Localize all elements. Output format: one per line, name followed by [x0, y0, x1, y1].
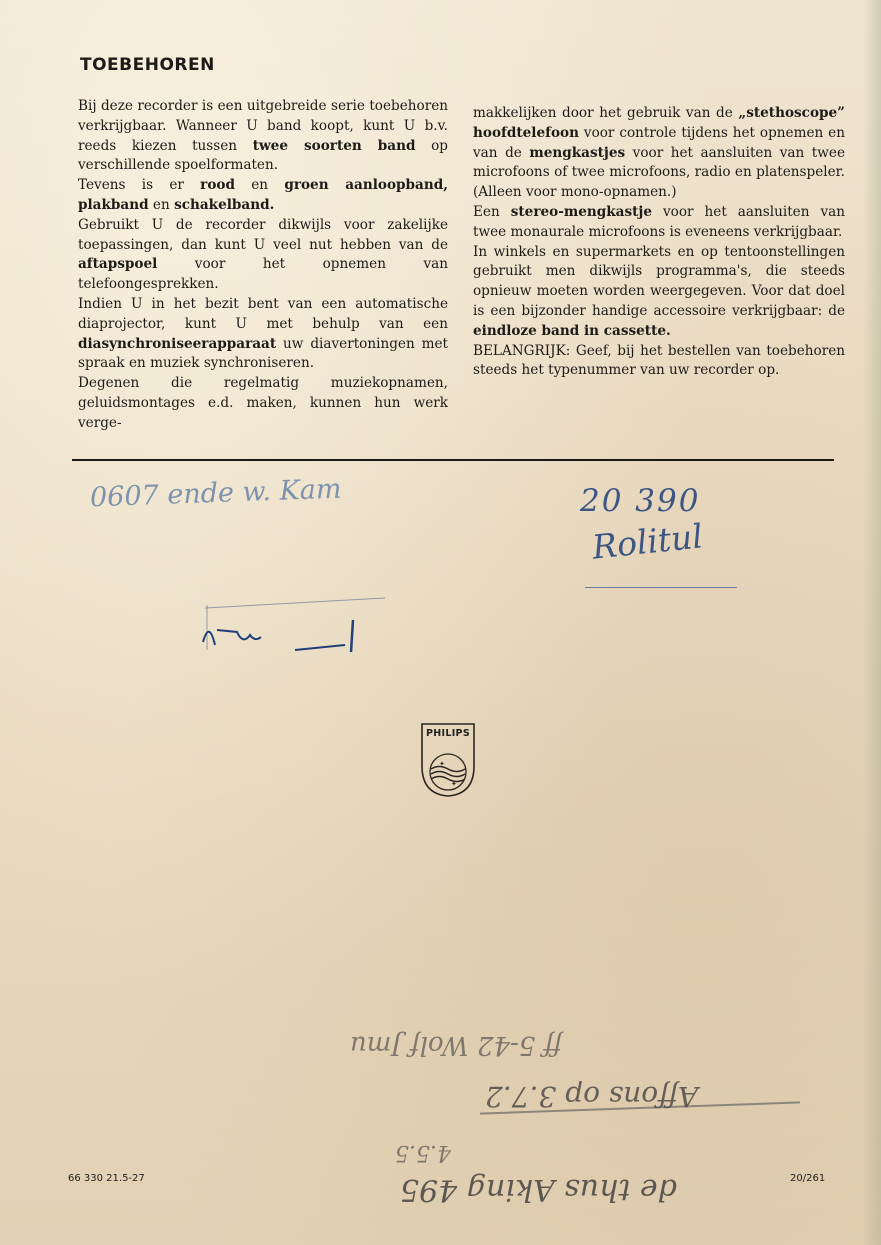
inverted-handwriting-3: 4.5.5	[395, 1140, 451, 1165]
text-run: en	[234, 177, 285, 194]
horizontal-rule	[72, 459, 834, 461]
page-heading: TOEBEHOREN	[80, 55, 215, 75]
text-run: uw diavertoningen met spraak en muziek synchroniseren.	[78, 335, 448, 372]
text-run: voor controle tijdens het opnemen en van de	[473, 124, 845, 161]
paragraph	[78, 176, 448, 216]
text-run: BELANGRIJK: Geef, bij het bestellen van toebehoren steeds het typenummer van uw recorder op.	[473, 342, 845, 379]
handwritten-word: Rolitul	[590, 516, 705, 567]
paragraph	[473, 203, 845, 243]
right-text-column	[473, 104, 845, 381]
text-run: Bij deze recorder is een uitgebreide serie toebehoren verkrijgbaar. Wanneer U band koopt, kunt U b.v. reeds kiezen tussen	[78, 98, 448, 154]
paragraph	[78, 216, 448, 295]
text-run: Een	[473, 203, 511, 220]
bold-term: „stethoscope” hoofdtelefoon	[473, 105, 845, 141]
logo-wordmark: PHILIPS	[426, 728, 470, 739]
inverted-handwriting-1: ff 5-42 Wolf Jmu	[350, 1030, 562, 1060]
page-edge-stain	[863, 0, 881, 1245]
left-text-column	[78, 97, 448, 434]
bold-term: diasynchroniseerapparaat	[78, 335, 277, 352]
footer-code-right: 20/261	[790, 1173, 826, 1184]
paragraph	[473, 104, 845, 203]
footer-code-left: 66 330 21.5-27	[68, 1173, 145, 1184]
text-run: op verschillende spoelformaten.	[78, 137, 448, 174]
paragraph	[78, 374, 448, 433]
handwritten-note-top-left: 0607 ende w. Kam	[89, 473, 342, 514]
handwritten-number: 20 390	[580, 483, 701, 519]
bold-term: rood	[200, 177, 235, 194]
inverted-handwriting-2: Affons op 3.7.2	[485, 1080, 699, 1113]
text-run: voor het aansluiten van twee microfoons of twee microfoons, radio en platenspeler. (Alleen voor mono-opnamen.)	[473, 144, 845, 201]
text-run: Gebruikt U de recorder dikwijls voor zakelijke toepassingen, dan kunt U veel nut hebben van de	[78, 216, 448, 253]
text-run: Indien U in het bezit bent van een automatische diaprojector, kunt U met behulp van een	[78, 295, 448, 332]
bold-term: groen aanloopband, plakband	[78, 177, 448, 213]
bold-term: mengkastjes	[529, 144, 626, 161]
bold-term: schakelband.	[174, 196, 275, 213]
text-run: Degenen die regelmatig muziekopnamen, geluidsmontages e.d. maken, kunnen hun werk verge-	[78, 375, 448, 431]
inverted-handwriting-4: de thus Aking 495	[400, 1172, 677, 1207]
paragraph	[78, 97, 448, 176]
bold-term: aftapspoel	[78, 256, 158, 273]
text-run: makkelijken door het gebruik van de	[473, 105, 739, 121]
handwritten-underline	[585, 587, 737, 588]
text-run: voor het aansluiten van twee monaurale microfoons is eveneens verkrijgbaar.	[473, 203, 845, 240]
bold-term: eindloze band in cassette.	[473, 322, 671, 339]
paragraph	[473, 243, 845, 342]
bold-term: twee soorten band	[252, 137, 416, 154]
text-run: In winkels en supermarkets en op tentoonstellingen gebruikt men dikwijls programma's, die steeds opnieuw moeten worden weergegeven. Voor dat doel is een bijzonder handige accessoire verkrijgbaar: de	[473, 243, 845, 319]
svg-text:✦: ✦	[451, 780, 457, 788]
text-run: en	[148, 196, 175, 213]
svg-text:✦: ✦	[439, 760, 445, 768]
paragraph	[78, 295, 448, 374]
text-run: Tevens is er	[78, 177, 201, 194]
bold-term: stereo-mengkastje	[510, 203, 652, 220]
pencil-sketch	[195, 590, 395, 660]
paragraph	[473, 342, 845, 382]
text-run: voor het opnemen van telefoongesprekken.	[78, 256, 448, 293]
